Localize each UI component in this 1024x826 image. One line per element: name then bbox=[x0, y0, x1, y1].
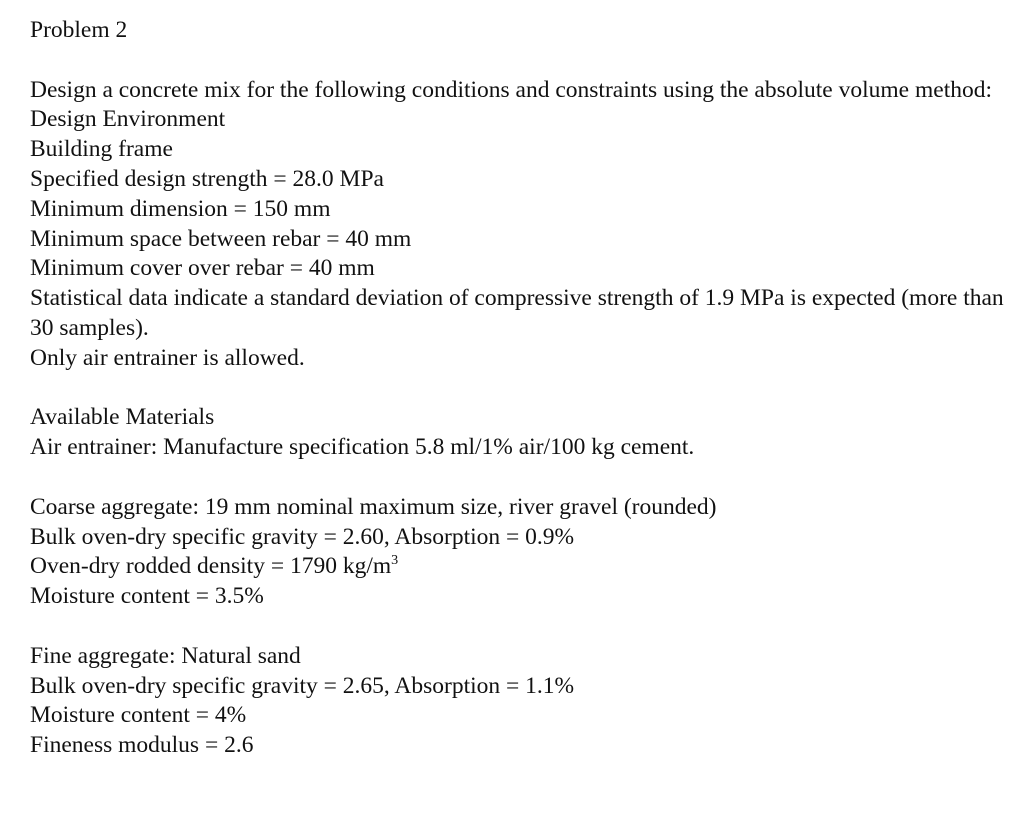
fine-aggregate-heading: Fine aggregate: Natural sand bbox=[30, 642, 301, 669]
design-environment-heading: Design Environment bbox=[30, 106, 226, 133]
intro-paragraph: Design a concrete mix for the following conditions and constraints using the absolute volume method: bbox=[30, 76, 992, 103]
document bbox=[30, 16, 1005, 761]
coarse-aggregate-heading: Coarse aggregate: 19 mm nominal maximum size, river gravel (rounded) bbox=[30, 493, 717, 520]
fine-specific-gravity: Bulk oven-dry specific gravity = 2.65, Absorption = 1.1% bbox=[30, 672, 575, 699]
cubic-exponent: 3 bbox=[391, 552, 399, 569]
statistical-data: Statistical data indicate a standard deviation of compressive strength of 1.9 MPa is expected (more than 30 samples). bbox=[30, 285, 1004, 341]
available-materials-heading: Available Materials bbox=[30, 404, 215, 431]
coarse-specific-gravity: Bulk oven-dry specific gravity = 2.60, Absorption = 0.9% bbox=[30, 523, 575, 550]
admixture-constraint: Only air entrainer is allowed. bbox=[30, 344, 305, 371]
spacer bbox=[30, 463, 1005, 493]
minimum-rebar-cover: Minimum cover over rebar = 40 mm bbox=[30, 255, 375, 282]
fineness-modulus: Fineness modulus = 2.6 bbox=[30, 732, 254, 759]
minimum-dimension: Minimum dimension = 150 mm bbox=[30, 195, 331, 222]
minimum-rebar-space: Minimum space between rebar = 40 mm bbox=[30, 225, 412, 252]
coarse-rodded-density bbox=[30, 552, 1005, 582]
air-entrainer-spec: Air entrainer: Manufacture specification 5.8 ml/1% air/100 kg cement. bbox=[30, 434, 695, 461]
design-strength: Specified design strength = 28.0 MPa bbox=[30, 165, 384, 192]
coarse-density-text: Oven-dry rodded density = 1790 kg/m bbox=[30, 553, 392, 580]
problem-title: Problem 2 bbox=[30, 17, 128, 43]
spacer bbox=[30, 46, 1005, 76]
coarse-moisture-content: Moisture content = 3.5% bbox=[30, 583, 264, 610]
environment-value: Building frame bbox=[30, 136, 173, 163]
fine-moisture-content: Moisture content = 4% bbox=[30, 702, 247, 729]
spacer bbox=[30, 374, 1005, 404]
spacer bbox=[30, 612, 1005, 642]
